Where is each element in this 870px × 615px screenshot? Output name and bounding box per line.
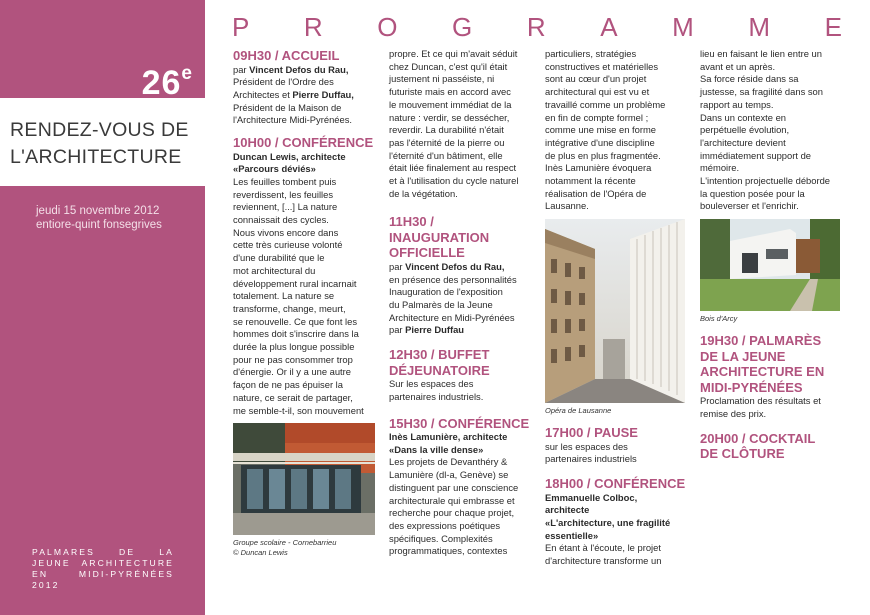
session-time-cocktail: 20H00 / COCKTAIL (700, 430, 816, 446)
body-line: Les projets de Devanthéry & (389, 456, 508, 468)
body-line: sont au cœur d'un projet (545, 73, 647, 85)
session-text: partenaires industriels. (389, 390, 484, 402)
session-text: l'Architecture Midi-Pyrénées. (233, 114, 353, 126)
body-line: et à l'utilisation du cycle naturel (389, 175, 519, 187)
body-line: particuliers, stratégies (545, 48, 637, 59)
body-line: mot architectural du (233, 264, 316, 276)
speaker-name: Vincent Defos du Rau, (249, 63, 349, 75)
event-date-block (36, 204, 162, 232)
text-fragment: Architectes et (233, 88, 293, 100)
session-text (233, 89, 381, 102)
session-time-pause: 17H00 / PAUSE (545, 425, 638, 441)
body-line: nature : verdir, se dessécher, (389, 111, 510, 123)
edition-suffix: e (181, 63, 193, 84)
photo-opera-lausanne (545, 219, 685, 403)
body-line: Sa force réside dans sa (700, 73, 799, 85)
speaker-role: architecte (545, 504, 590, 516)
body-line: cette très curieuse volonté (233, 239, 343, 251)
body-line: pour ne pas consommer trop (233, 353, 353, 365)
event-title-line-1: RENDEZ-VOUS DE (10, 119, 189, 141)
text-fragment: par (389, 260, 406, 272)
session-text: partenaires industriels (545, 453, 637, 465)
body-line: perpétuelle évolution, (700, 124, 790, 136)
body-line: reviennent, [...] La nature (233, 201, 338, 213)
heading-letter: P (232, 12, 250, 42)
heading-letter: G (452, 12, 473, 42)
photo-bois-darcy (700, 219, 840, 311)
body-line: justesse, sa fragilité dans son (700, 86, 823, 98)
heading-letter: M (748, 12, 770, 42)
body-line: pas l'éternité de la pierre ou (389, 136, 505, 148)
photo-caption: Opéra de Lausanne (545, 406, 612, 416)
body-line: Lamunière (dl-a, Genève) se (389, 469, 509, 481)
body-line: spécifiques. Complexités (389, 532, 493, 544)
body-line: avant et un après. (700, 60, 776, 72)
body-line: connaissait des cycles. (233, 214, 329, 226)
session-text: sur les espaces des (545, 440, 628, 452)
body-line: constructives et matérielles (545, 60, 659, 72)
session-time-accueil: 09H30 / ACCUEIL (233, 48, 340, 63)
body-line: reverdissent, les feuilles (233, 188, 334, 200)
body-line: notamment la récente (545, 175, 636, 187)
session-time-buffet: 12H30 / BUFFET (389, 347, 490, 363)
photo-caption: Bois d'Arcy (700, 314, 738, 324)
heading-letter: E (824, 12, 842, 42)
programme-heading (232, 12, 842, 43)
speaker-name: Vincent Defos du Rau, (405, 260, 505, 272)
session-text: Président de la Maison de (233, 101, 342, 113)
column-2 (389, 48, 537, 558)
column-1 (233, 48, 381, 558)
session-time-conference-2: 15H30 / CONFÉRENCE (389, 415, 530, 431)
session-text: remise des prix. (700, 407, 767, 419)
body-line: de plus en plus fragmentée. (545, 149, 661, 161)
body-line: intégrative d'une discipline (545, 136, 655, 148)
speaker-name: Duncan Lewis, architecte (233, 150, 346, 162)
photo-caption (233, 538, 381, 558)
session-time-inauguration: 11H30 / (389, 214, 434, 230)
heading-letter: O (377, 12, 398, 42)
photo-caption-line-2: © Duncan Lewis (233, 548, 288, 558)
body-line: réalisation de l'Opéra de (545, 187, 647, 199)
palmares-label: PALMARES DE LA JEUNE ARCHITECTURE EN MIDI-PYRÉNÉES 2012 (32, 547, 174, 590)
speaker-name: Emmanuelle Colboc, (545, 491, 638, 503)
talk-title: essentielle» (545, 529, 599, 541)
body-line: d'une durabilité que le (233, 252, 325, 264)
session-time-palmares: 19H30 / PALMARÈS (700, 333, 822, 349)
event-title (10, 117, 189, 171)
heading-letter: R (303, 12, 323, 42)
photo-groupe-scolaire (233, 423, 375, 535)
event-place: entiore-quint fonsegrives (36, 219, 162, 231)
heading-letter: A (600, 12, 618, 42)
session-time-palmares: DE LA JEUNE (700, 348, 786, 364)
body-line: la question posée pour la (700, 187, 805, 199)
body-line: l'éternité d'un bâtiment, elle (389, 149, 503, 161)
body-line: reverdir. La durabilité n'était (389, 124, 504, 136)
body-line: le mouvement immédiat de la (389, 98, 512, 110)
session-text (233, 64, 381, 77)
event-title-line-2: L'ARCHITECTURE (10, 146, 182, 168)
session-time-inauguration: OFFICIELLE (389, 245, 465, 261)
body-line: immédiatement support de (700, 149, 811, 161)
body-line: de la végétation. (389, 187, 458, 199)
building-image (233, 423, 375, 535)
body-line: était liée finalement au respect (389, 162, 517, 174)
session-time-inauguration: INAUGURATION (389, 229, 490, 245)
body-line: lieu en faisant le lien entre un (700, 48, 822, 59)
body-line: programmatiques, contextes (389, 545, 508, 557)
body-line: travaillé comme un problème (545, 98, 666, 110)
photo-caption-line-1: Groupe scolaire - Cornebarrieu (233, 538, 337, 548)
session-text (389, 324, 537, 337)
heading-letter: R (526, 12, 546, 42)
sidebar (0, 0, 205, 615)
body-line: chez Duncan, c'est qu'il était (389, 60, 508, 72)
body-line: Les feuilles tombent puis (233, 175, 337, 187)
body-line: façon de ne pas épuiser la (233, 379, 343, 391)
session-text: Proclamation des résultats et (700, 395, 821, 407)
body-line: nature, ce serait de partager, (233, 391, 353, 403)
house-image (700, 219, 840, 311)
body-line: hommes doit s'inscrire dans la (233, 328, 359, 340)
session-time-conference-1: 10H00 / CONFÉRENCE (233, 135, 374, 151)
body-line: d'architecture transforme un (545, 555, 662, 567)
column-4 (700, 48, 850, 462)
talk-title: «Parcours déviés» (233, 163, 316, 175)
heading-letter: M (672, 12, 694, 42)
session-time-palmares: MIDI-PYRÉNÉES (700, 379, 803, 395)
body-line: Inès Lamunière évoquera (545, 162, 652, 174)
session-time-buffet: DÉJEUNATOIRE (389, 362, 490, 378)
body-line: L'intention projectuelle déborde (700, 175, 831, 187)
speaker-name: Pierre Duffau, (292, 88, 354, 100)
body-line: se renouvelle. Ce que font les (233, 315, 358, 327)
session-text: Architecture en Midi-Pyrénées (389, 311, 515, 323)
body-line: architectural qui est vu et (545, 86, 650, 98)
body-line: recherche pour chaque projet, (389, 507, 515, 519)
session-text: Président de l'Ordre des (233, 76, 334, 88)
session-text (389, 261, 537, 274)
column-3 (545, 48, 693, 568)
speaker-name: Pierre Duffau (405, 324, 465, 336)
edition-number (142, 64, 193, 103)
body-line: mémoire. (700, 162, 740, 174)
body-line: rapport au temps. (700, 98, 774, 110)
session-text: en présence des personnalités (389, 273, 517, 285)
body-line: d'énergie. Or il y a une autre (233, 366, 352, 378)
body-line: justement ni passéiste, ni (389, 73, 495, 85)
body-line: des expressions poétiques (389, 519, 501, 531)
event-date: jeudi 15 novembre 2012 (36, 205, 160, 217)
body-line: développement rural incarnait (233, 277, 357, 289)
edition-number-value: 26 (141, 64, 182, 102)
body-line: l'architecture devient (700, 136, 786, 148)
session-time-cocktail: DE CLÔTURE (700, 446, 785, 462)
body-line: durée la plus longue possible (233, 341, 355, 353)
body-line: architecturale qui embrasse et (389, 494, 515, 506)
body-line: Lausanne. (545, 200, 589, 212)
session-text: du Palmarès de la Jeune (389, 299, 493, 311)
session-text: Sur les espaces des (389, 378, 474, 390)
body-line: comme une mise en forme (545, 124, 656, 136)
talk-title: «L'architecture, une fragilité (545, 516, 671, 528)
text-fragment: par (233, 63, 250, 75)
session-time-conference-3: 18H00 / CONFÉRENCE (545, 476, 686, 492)
body-line: me semble-t-il, son mouvement (233, 404, 364, 416)
opera-image (545, 219, 685, 403)
body-line: totalement. La nature se (233, 290, 335, 302)
talk-title: «Dans la ville dense» (389, 443, 484, 455)
body-line: propre. Et ce qui m'avait séduit (389, 48, 518, 59)
body-line: bouleverser et l'enrichir. (700, 200, 799, 212)
session-time-palmares: ARCHITECTURE EN (700, 364, 825, 380)
body-line: Nous vivons encore dans (233, 226, 339, 238)
body-line: Dans un contexte en (700, 111, 786, 123)
text-fragment: par (389, 324, 406, 336)
speaker-name: Inès Lamunière, architecte (389, 431, 508, 443)
body-line: En étant à l'écoute, le projet (545, 542, 661, 554)
body-line: futuriste mais en accord avec (389, 86, 511, 98)
session-text: Inauguration de l'exposition (389, 286, 503, 298)
body-line: en fin de compte formel ; (545, 111, 649, 123)
body-line: distinguent par une conscience (389, 481, 519, 493)
body-line: transforme, change, meurt, (233, 302, 346, 314)
